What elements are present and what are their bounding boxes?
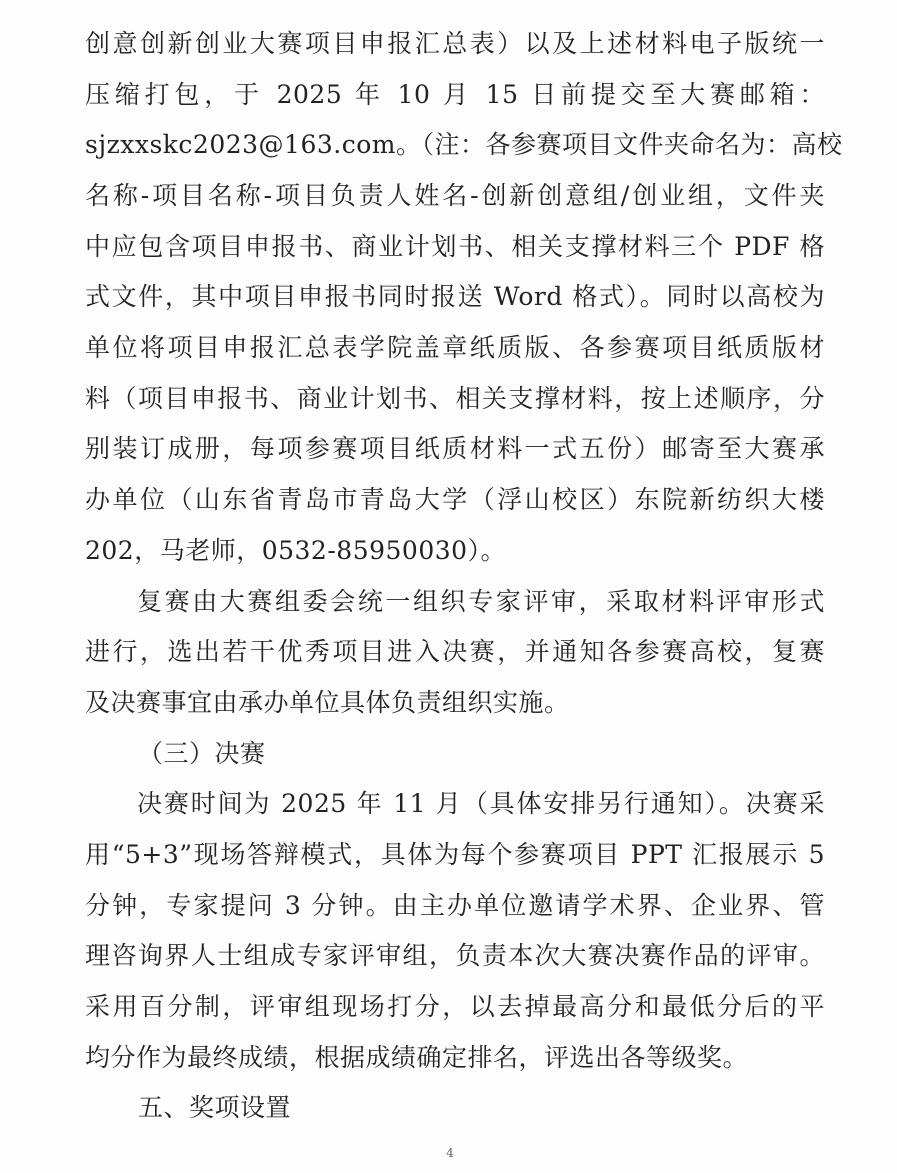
paragraph-3-line: 分钟，专家提问 3 分钟。由主办单位邀请学术界、企业界、管 (85, 891, 825, 920)
paragraph-1-line: 别装订成册，每项参赛项目纸质材料一式五份）邮寄至大赛承 (85, 434, 825, 463)
paragraph-3-line: 用“5+3”现场答辩模式，具体为每个参赛项目 PPT 汇报展示 5 (85, 840, 825, 869)
section-heading-final: （三）决赛 (138, 739, 266, 768)
section-heading-awards: 五、奖项设置 (138, 1093, 292, 1122)
paragraph-1-line: 202，马老师，0532-85950030）。 (85, 536, 507, 565)
paragraph-3-line: 决赛时间为 2025 年 11 月（具体安排另行通知）。决赛采 (137, 789, 825, 818)
paragraph-2-line: 及决赛事宜由承办单位具体负责组织实施。 (85, 688, 570, 717)
paragraph-3-line: 采用百分制，评审组现场打分，以去掉最高分和最低分后的平 (85, 992, 825, 1021)
paragraph-1-line: 中应包含项目申报书、商业计划书、相关支撑材料三个 PDF 格 (85, 232, 825, 261)
paragraph-2-line: 复赛由大赛组委会统一组织专家评审，采取材料评审形式 (137, 587, 825, 616)
paragraph-1-line: 式文件，其中项目申报书同时报送 Word 格式）。同时以高校为 (85, 282, 825, 311)
paragraph-1-line: 创意创新创业大赛项目申报汇总表）以及上述材料电子版统一 (85, 29, 825, 58)
paragraph-1-line: sjzxxskc2023@163.com。（注：各参赛项目文件夹命名为：高校 (85, 130, 843, 159)
paragraph-1-line: 单位将项目申报汇总表学院盖章纸质版、各参赛项目纸质版材 (85, 333, 825, 362)
paragraph-1-line: 名称-项目名称-项目负责人姓名-创新创意组/创业组，文件夹 (85, 181, 825, 210)
paragraph-3-line: 理咨询界人士组成专家评审组，负责本次大赛决赛作品的评审。 (85, 941, 825, 970)
paragraph-3-line: 均分作为最终成绩，根据成绩确定排名，评选出各等级奖。 (85, 1043, 749, 1072)
paragraph-1-line: 压缩打包，于 2025 年 10 月 15 日前提交至大赛邮箱： (85, 80, 825, 109)
paragraph-2-line: 进行，选出若干优秀项目进入决赛，并通知各参赛高校，复赛 (85, 637, 825, 666)
paragraph-1-line: 办单位（山东省青岛市青岛大学（浮山校区）东院新纺织大楼 (85, 485, 825, 514)
paragraph-1-line: 料（项目申报书、商业计划书、相关支撑材料，按上述顺序，分 (85, 384, 825, 413)
page-number: 4 (446, 1146, 454, 1160)
